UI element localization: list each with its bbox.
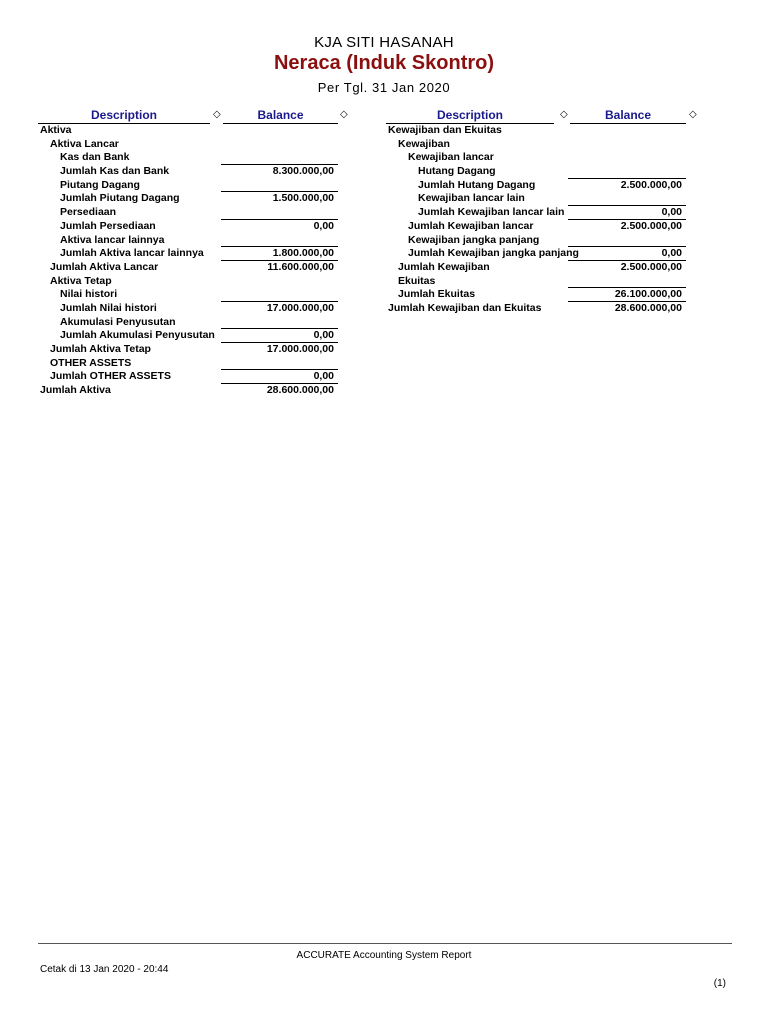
report-date: Per Tgl. 31 Jan 2020 [317, 80, 451, 95]
row-value: 2.500.000,00 [620, 178, 682, 191]
balance-row [38, 328, 348, 342]
balance-row [38, 150, 348, 164]
row-label: Kewajiban dan Ekuitas [388, 124, 502, 136]
subtotal-rule [221, 164, 338, 165]
balance-row [38, 260, 348, 274]
row-value: 1.500.000,00 [272, 192, 334, 205]
row-label: Persediaan [60, 206, 117, 219]
balance-row [386, 246, 698, 260]
row-value: 0,00 [661, 247, 682, 260]
row-label: Jumlah Hutang Dagang [418, 178, 536, 191]
description-header[interactable]: Description [386, 108, 554, 124]
row-label: Aktiva Lancar [50, 137, 119, 150]
balance-row [386, 274, 698, 288]
row-label: Jumlah Aktiva [40, 384, 111, 397]
row-label: Kewajiban lancar [408, 151, 494, 164]
subtotal-rule [568, 219, 686, 220]
row-value: 0,00 [313, 219, 334, 232]
row-label: Jumlah OTHER ASSETS [50, 370, 171, 383]
row-label: Jumlah Kas dan Bank [60, 165, 170, 178]
footer-divider [38, 943, 732, 944]
subtotal-rule [568, 301, 686, 302]
row-label: Jumlah Persediaan [60, 219, 156, 232]
balance-row [386, 164, 698, 178]
row-label: Aktiva [40, 124, 72, 136]
balance-row [386, 150, 698, 164]
row-label: Kewajiban jangka panjang [408, 233, 540, 246]
row-value: 28.600.000,00 [614, 301, 682, 314]
row-label: Jumlah Ekuitas [398, 288, 476, 301]
row-value: 17.000.000,00 [266, 343, 334, 355]
row-label: Aktiva lancar lainnya [60, 233, 165, 246]
row-value: 0,00 [313, 370, 334, 383]
row-label: Jumlah Nilai histori [60, 301, 157, 314]
subtotal-rule [568, 205, 686, 206]
row-label: Kas dan Bank [60, 151, 130, 164]
row-label: Akumulasi Penyusutan [60, 315, 176, 328]
balance-row [38, 164, 348, 178]
balance-row [38, 123, 348, 137]
row-label: Jumlah Aktiva Lancar [50, 260, 159, 273]
row-value: 26.100.000,00 [614, 288, 682, 301]
row-label: Nilai histori [60, 288, 118, 301]
row-label: Jumlah Kewajiban lancar [408, 219, 534, 232]
row-value: 28.600.000,00 [266, 384, 334, 397]
balance-row [38, 137, 348, 151]
balance-row [386, 123, 698, 137]
balance-row [386, 233, 698, 247]
assets-column [38, 107, 348, 397]
balance-row [38, 274, 348, 288]
row-value: 11.600.000,00 [267, 260, 334, 273]
row-value: 2.500.000,00 [620, 219, 682, 232]
balance-row [386, 178, 698, 192]
balance-row [386, 260, 698, 274]
row-label: Aktiva Tetap [50, 274, 112, 287]
liabilities-rows [386, 123, 698, 315]
subtotal-rule [221, 260, 338, 261]
row-label: Ekuitas [398, 274, 436, 287]
row-label: Piutang Dagang [60, 178, 140, 191]
balance-row [38, 356, 348, 370]
row-label: Kewajiban lancar lain [418, 192, 525, 205]
balance-row [38, 233, 348, 247]
row-label: OTHER ASSETS [50, 356, 132, 369]
row-label: Jumlah Piutang Dagang [60, 192, 180, 205]
row-label: Jumlah Aktiva lancar lainnya [60, 247, 204, 260]
row-value: 1.800.000,00 [272, 247, 334, 260]
subtotal-rule [221, 301, 338, 302]
balance-row [386, 219, 698, 233]
row-value: 17.000.000,00 [266, 301, 334, 314]
row-label: Jumlah Kewajiban lancar lain [418, 206, 565, 219]
liabilities-column-header [386, 107, 698, 123]
row-value: 0,00 [313, 329, 334, 342]
row-label: Jumlah Kewajiban jangka panjang [408, 247, 579, 260]
page-number: (1) [713, 978, 726, 989]
balance-header[interactable]: Balance [223, 108, 338, 124]
balance-row [386, 191, 698, 205]
balance-row [38, 178, 348, 192]
row-label: Hutang Dagang [418, 165, 496, 178]
balance-row [38, 287, 348, 301]
balance-row [38, 246, 348, 260]
balance-row [386, 301, 698, 315]
balance-row [38, 191, 348, 205]
row-value: 0,00 [661, 206, 682, 219]
balance-row [386, 137, 698, 151]
balance-row [38, 383, 348, 397]
footer-system-name: ACCURATE Accounting System Report [296, 950, 472, 961]
diamond-icon[interactable]: ◇ [340, 109, 348, 120]
subtotal-rule [221, 369, 338, 370]
balance-row [38, 342, 348, 356]
subtotal-rule [568, 260, 686, 261]
report-title: Neraca (Induk Skontro) [273, 52, 495, 74]
row-label: Jumlah Kewajiban [398, 260, 490, 273]
row-label: Jumlah Kewajiban dan Ekuitas [388, 301, 542, 314]
subtotal-rule [221, 246, 338, 247]
subtotal-rule [221, 328, 338, 329]
subtotal-rule [221, 342, 338, 343]
subtotal-rule [221, 383, 338, 384]
diamond-icon[interactable]: ◇ [689, 109, 697, 120]
balance-row [38, 315, 348, 329]
printed-timestamp: Cetak di 13 Jan 2020 - 20:44 [40, 964, 169, 975]
description-header[interactable]: Description [38, 108, 210, 124]
balance-row [38, 369, 348, 383]
row-label: Kewajiban [398, 137, 450, 150]
row-label: Jumlah Akumulasi Penyusutan [60, 329, 215, 342]
diamond-icon[interactable]: ◇ [213, 109, 221, 120]
assets-rows [38, 123, 348, 397]
row-value: 2.500.000,00 [620, 260, 682, 273]
subtotal-rule [568, 287, 686, 288]
subtotal-rule [568, 178, 686, 179]
row-value: 8.300.000,00 [272, 165, 334, 178]
balance-row [38, 205, 348, 219]
subtotal-rule [221, 219, 338, 220]
balance-row [386, 205, 698, 219]
diamond-icon[interactable]: ◇ [560, 109, 568, 120]
company-name: KJA SITI HASANAH [314, 34, 454, 51]
assets-column-header [38, 107, 348, 123]
subtotal-rule [568, 246, 686, 247]
liabilities-equity-column [386, 107, 698, 315]
balance-row [386, 287, 698, 301]
row-label: Jumlah Aktiva Tetap [50, 343, 151, 355]
subtotal-rule [221, 191, 338, 192]
balance-row [38, 219, 348, 233]
balance-row [38, 301, 348, 315]
balance-header[interactable]: Balance [570, 108, 686, 124]
